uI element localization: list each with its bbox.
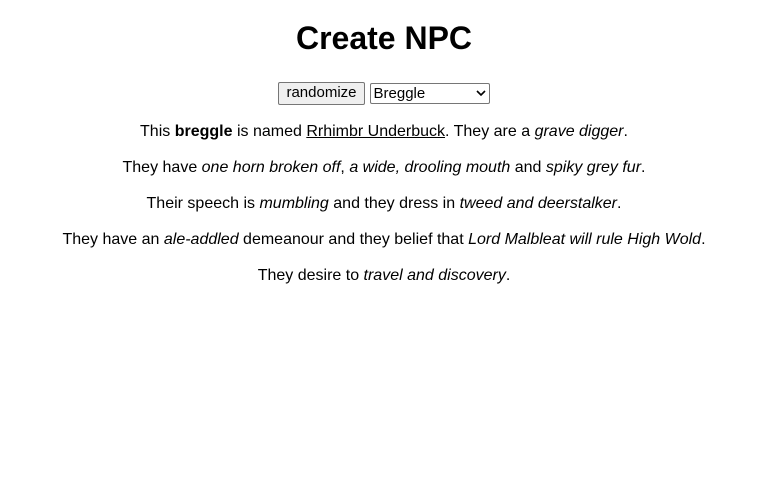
text: and [510, 159, 546, 176]
text: , [340, 159, 350, 176]
npc-desire-line [0, 267, 768, 285]
page-title: Create NPC [295, 20, 473, 56]
text: They have [122, 159, 202, 176]
desire: travel and discovery [363, 267, 506, 284]
text: . [641, 159, 646, 176]
occupation: grave digger [534, 123, 624, 140]
speech: mumbling [259, 195, 329, 212]
controls-row [0, 81, 768, 105]
text: . They are a [445, 123, 535, 140]
npc-features-line [0, 159, 768, 177]
text: This [140, 123, 175, 140]
text: . [623, 123, 628, 140]
text: is named [232, 123, 307, 140]
text: Their speech is [146, 195, 260, 212]
text: demeanour and they belief that [238, 231, 469, 248]
belief: Lord Malbleat will rule High Wold [468, 231, 702, 248]
text: and they dress in [328, 195, 460, 212]
feature: spiky grey fur [545, 159, 642, 176]
species-name: breggle [174, 123, 233, 140]
randomize-button[interactable]: randomize [278, 82, 364, 105]
chevron-down-icon [473, 84, 489, 103]
npc-demeanour-line [0, 231, 768, 249]
demeanour: ale-addled [163, 231, 239, 248]
text: They desire to [257, 267, 364, 284]
dress: tweed and deerstalker [459, 195, 618, 212]
text: . [617, 195, 622, 212]
species-select-value: Breggle [373, 84, 426, 102]
text: . [505, 267, 511, 284]
text: . [701, 231, 706, 248]
npc-speech-line [0, 195, 768, 213]
feature: a wide, drooling mouth [349, 159, 511, 176]
text: They have an [62, 231, 164, 248]
species-select[interactable] [370, 83, 490, 104]
npc-name-link[interactable]: Rrhimbr Underbuck [306, 123, 446, 140]
npc-intro-line [0, 123, 768, 141]
feature: one horn broken off [201, 159, 341, 176]
